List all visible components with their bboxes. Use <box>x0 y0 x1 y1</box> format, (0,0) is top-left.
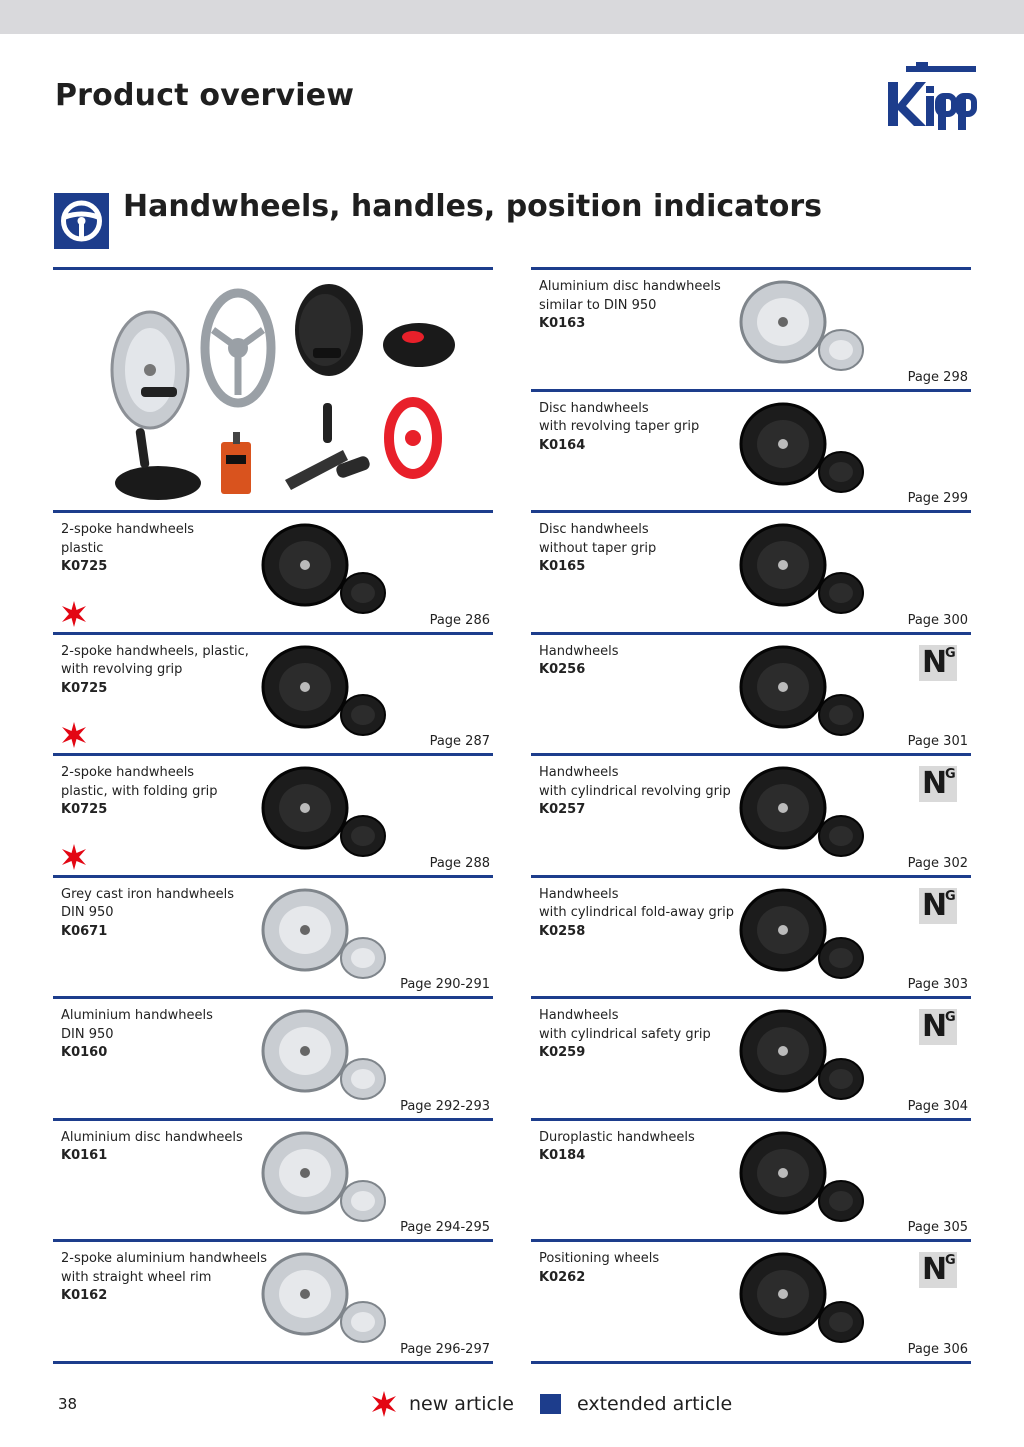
product-code: K0162 <box>61 1288 108 1303</box>
product-description <box>539 764 731 820</box>
product-code: K0160 <box>61 1045 108 1060</box>
product-description <box>539 278 721 334</box>
product-subtitle: with cylindrical fold-away grip <box>539 905 735 920</box>
product-entry <box>53 1121 493 1243</box>
page-reference[interactable]: Page 299 <box>907 491 968 506</box>
product-entry <box>53 635 493 757</box>
product-name: Disc handwheels <box>539 400 649 416</box>
page-title: Product overview <box>55 78 355 113</box>
extended-article-square-icon <box>540 1394 561 1414</box>
page-reference[interactable]: Page 292-293 <box>400 1098 490 1114</box>
steering-wheel-icon <box>54 193 109 249</box>
product-name: Handwheels <box>539 765 619 780</box>
product-image <box>243 1007 393 1107</box>
product-image <box>721 278 871 378</box>
ng-badge-n: N <box>922 644 948 680</box>
product-entry <box>531 513 971 635</box>
product-image <box>243 886 393 986</box>
product-entry <box>531 1121 971 1243</box>
page-reference[interactable]: Page 304 <box>907 1098 968 1114</box>
product-subtitle: DIN 950 <box>61 1026 114 1042</box>
page-number: 38 <box>58 1395 78 1413</box>
page-reference[interactable]: Page 286 <box>429 612 490 628</box>
product-entry <box>531 1242 971 1364</box>
product-code: K0258 <box>539 923 586 939</box>
legend-new-article: new article <box>409 1393 514 1415</box>
product-description <box>61 886 234 942</box>
product-code: K0163 <box>539 316 586 331</box>
page-reference[interactable]: Page 302 <box>907 855 968 871</box>
kipp-logo <box>886 62 978 130</box>
product-entry <box>53 513 493 635</box>
product-image <box>721 1129 871 1229</box>
page-reference[interactable]: Page 294-295 <box>400 1220 490 1235</box>
ng-badge-icon <box>919 888 957 924</box>
product-code: K0262 <box>539 1269 586 1285</box>
product-image <box>243 764 393 864</box>
product-description <box>539 643 619 680</box>
ng-badge-icon <box>919 645 957 681</box>
product-subtitle: with straight wheel rim <box>61 1269 212 1285</box>
product-subtitle: with revolving taper grip <box>539 419 700 434</box>
product-name: Handwheels <box>539 643 619 659</box>
ng-badge-icon <box>919 1252 957 1288</box>
product-code: K0671 <box>61 923 108 939</box>
product-entry <box>531 756 971 878</box>
product-description <box>61 764 218 820</box>
product-image <box>243 1250 393 1350</box>
product-code: K0257 <box>539 802 586 817</box>
product-entry <box>531 635 971 757</box>
product-description <box>539 1250 659 1287</box>
product-subtitle: similar to DIN 950 <box>539 297 657 313</box>
product-description <box>61 521 194 577</box>
product-name: Disc handwheels <box>539 522 649 537</box>
product-description <box>61 1129 243 1166</box>
ng-badge-g: G <box>945 645 956 661</box>
product-code: K0725 <box>61 559 108 574</box>
product-description <box>61 1007 213 1063</box>
product-subtitle: with revolving grip <box>61 662 183 677</box>
new-article-star-icon <box>60 721 88 749</box>
product-code: K0256 <box>539 662 586 677</box>
product-entry <box>53 756 493 878</box>
section-title: Handwheels, handles, position indicators <box>123 189 822 224</box>
product-code: K0165 <box>539 559 586 574</box>
product-code: K0725 <box>61 802 108 817</box>
ng-badge-g: G <box>945 767 956 782</box>
product-name: Grey cast iron handwheels <box>61 886 235 902</box>
product-subtitle: with cylindrical revolving grip <box>539 783 731 799</box>
ng-badge-g: G <box>945 888 956 904</box>
ng-badge-g: G <box>945 1010 956 1025</box>
product-image <box>243 521 393 621</box>
page-reference[interactable]: Page 301 <box>907 734 968 749</box>
product-name: Aluminium disc handwheels <box>61 1129 243 1145</box>
product-description <box>61 643 249 699</box>
page-reference[interactable]: Page 287 <box>429 734 490 749</box>
ng-badge-n: N <box>922 1252 948 1287</box>
ng-badge-n: N <box>922 887 948 923</box>
product-code: K0184 <box>539 1148 586 1163</box>
page-reference[interactable]: Page 306 <box>907 1341 968 1357</box>
top-bar <box>0 0 1024 34</box>
product-entry <box>531 878 971 1000</box>
product-subtitle: without taper grip <box>539 540 657 556</box>
product-image <box>721 1250 871 1350</box>
product-code: K0161 <box>61 1148 108 1163</box>
page-reference[interactable]: Page 290-291 <box>400 977 490 992</box>
product-entry <box>53 999 493 1121</box>
product-description <box>539 521 656 577</box>
product-image <box>721 521 871 621</box>
product-subtitle: plastic, with folding grip <box>61 783 218 799</box>
page-reference[interactable]: Page 305 <box>907 1220 968 1235</box>
product-name: Positioning wheels <box>539 1251 660 1266</box>
ng-badge-icon <box>919 766 957 802</box>
product-code: K0259 <box>539 1045 586 1060</box>
product-code: K0164 <box>539 437 586 453</box>
product-name: Aluminium disc handwheels <box>539 279 721 294</box>
new-article-star-icon <box>370 1390 398 1418</box>
page-reference[interactable]: Page 298 <box>907 369 968 385</box>
product-image <box>721 400 871 500</box>
product-entry <box>531 270 971 392</box>
product-name: 2-spoke handwheels <box>61 765 195 780</box>
page-reference[interactable]: Page 303 <box>907 977 968 992</box>
product-description <box>539 886 734 942</box>
product-description <box>539 400 699 456</box>
right-column <box>531 267 971 1364</box>
product-entry <box>53 878 493 1000</box>
page-reference[interactable]: Page 296-297 <box>400 1341 490 1357</box>
ng-badge-n: N <box>922 1009 948 1044</box>
product-subtitle: with cylindrical safety grip <box>539 1026 711 1042</box>
product-name: 2-spoke aluminium handwheels <box>61 1251 268 1266</box>
product-description <box>61 1250 267 1306</box>
product-image <box>243 643 393 743</box>
product-image <box>721 764 871 864</box>
product-name: 2-spoke handwheels, plastic, <box>61 643 249 659</box>
product-entry <box>531 392 971 514</box>
product-name: Duroplastic handwheels <box>539 1129 695 1145</box>
product-image <box>721 643 871 743</box>
product-name: 2-spoke handwheels <box>61 522 195 537</box>
product-subtitle: DIN 950 <box>61 905 114 920</box>
legend-extended-article: extended article <box>577 1393 733 1415</box>
product-name: Aluminium handwheels <box>61 1008 213 1023</box>
product-image <box>721 886 871 986</box>
left-column <box>53 267 493 1364</box>
product-name: Handwheels <box>539 1008 619 1023</box>
ng-badge-n: N <box>922 766 948 801</box>
product-code: K0725 <box>61 680 108 696</box>
new-article-star-icon <box>60 843 88 871</box>
ng-badge-g: G <box>945 1253 956 1268</box>
product-entry <box>531 999 971 1121</box>
product-collage-image <box>53 270 493 513</box>
product-subtitle: plastic <box>61 540 104 556</box>
page-reference[interactable]: Page 300 <box>907 612 968 628</box>
product-description <box>539 1129 695 1166</box>
new-article-star-icon <box>60 600 88 628</box>
product-name: Handwheels <box>539 886 619 902</box>
product-description <box>539 1007 711 1063</box>
product-image <box>721 1007 871 1107</box>
product-image <box>243 1129 393 1229</box>
page-reference[interactable]: Page 288 <box>429 855 490 871</box>
ng-badge-icon <box>919 1009 957 1045</box>
product-entry <box>53 1242 493 1364</box>
